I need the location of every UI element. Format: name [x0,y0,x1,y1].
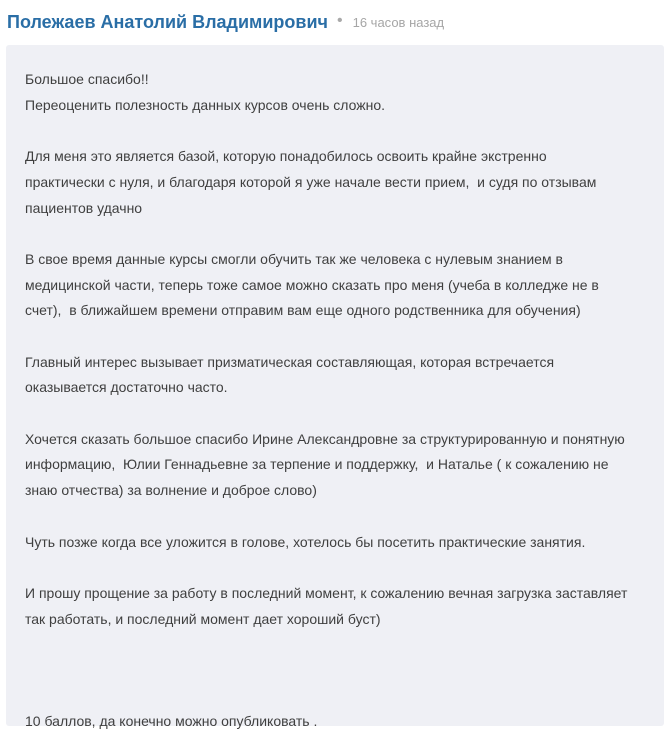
comment-line [25,632,644,658]
comment-line: Чуть позже когда все уложится в голове, хотелось бы посетить практические занятия. [25,533,586,550]
comment-line: оказывается достаточно часто. [25,379,228,396]
comment-line: информацию, Юлии Геннадьевне за терпение и поддержку, и Наталье ( к сожалению не [25,456,609,473]
comment-line [25,658,644,684]
comment-line: Главный интерес вызывает призматическая составляющая, которая встречается [25,353,555,370]
comment-line [25,555,644,581]
author-name-link[interactable]: Полежаев Анатолий Владимирович [7,11,328,32]
comment-header [7,8,444,36]
comment-line: Большое спасибо!! [25,71,149,87]
meta-separator: • [337,12,343,29]
comment-line: Хочется сказать большое спасибо Ирине Александровне за структурированную и понятную [25,430,625,447]
comment-line [25,401,644,427]
comment-line: Переоценить полезность данных курсов очень сложно. [25,96,385,113]
comment-line: счет), в ближайшем времени отправим вам еще одного родственника для обучения) [25,302,581,319]
comment-line: так работать, и последний момент дает хороший буст) [25,610,381,627]
comment-line: медицинской части, теперь тоже самое можно сказать про меня (учеба в колледже не в [25,276,599,293]
comment-line [25,504,644,530]
comment-line: практически с нуля, и благодаря которой я уже начале вести прием, и судя по отзывам [25,173,597,190]
comment-line: Для меня это является базой, которую понадобилось освоить крайне экстренно [25,148,547,165]
comment-line [25,684,644,710]
comment-timestamp: 16 часов назад [352,14,445,30]
comment-line: В свое время данные курсы смогли обучить так же человека с нулевым знанием в [25,250,563,267]
comment-line [25,324,644,350]
comment-body [6,45,664,730]
comment-line [25,221,644,247]
comment-line: знаю отчества) за волнение и доброе слово) [25,482,317,499]
comment-line: пациентов удачно [25,199,143,216]
comment-line [25,118,644,144]
comment-line: 10 баллов, да конечно можно опубликовать . [25,713,318,730]
comment-line: И прошу прощение за работу в последний момент, к сожалению вечная загрузка заставляет [25,584,628,601]
